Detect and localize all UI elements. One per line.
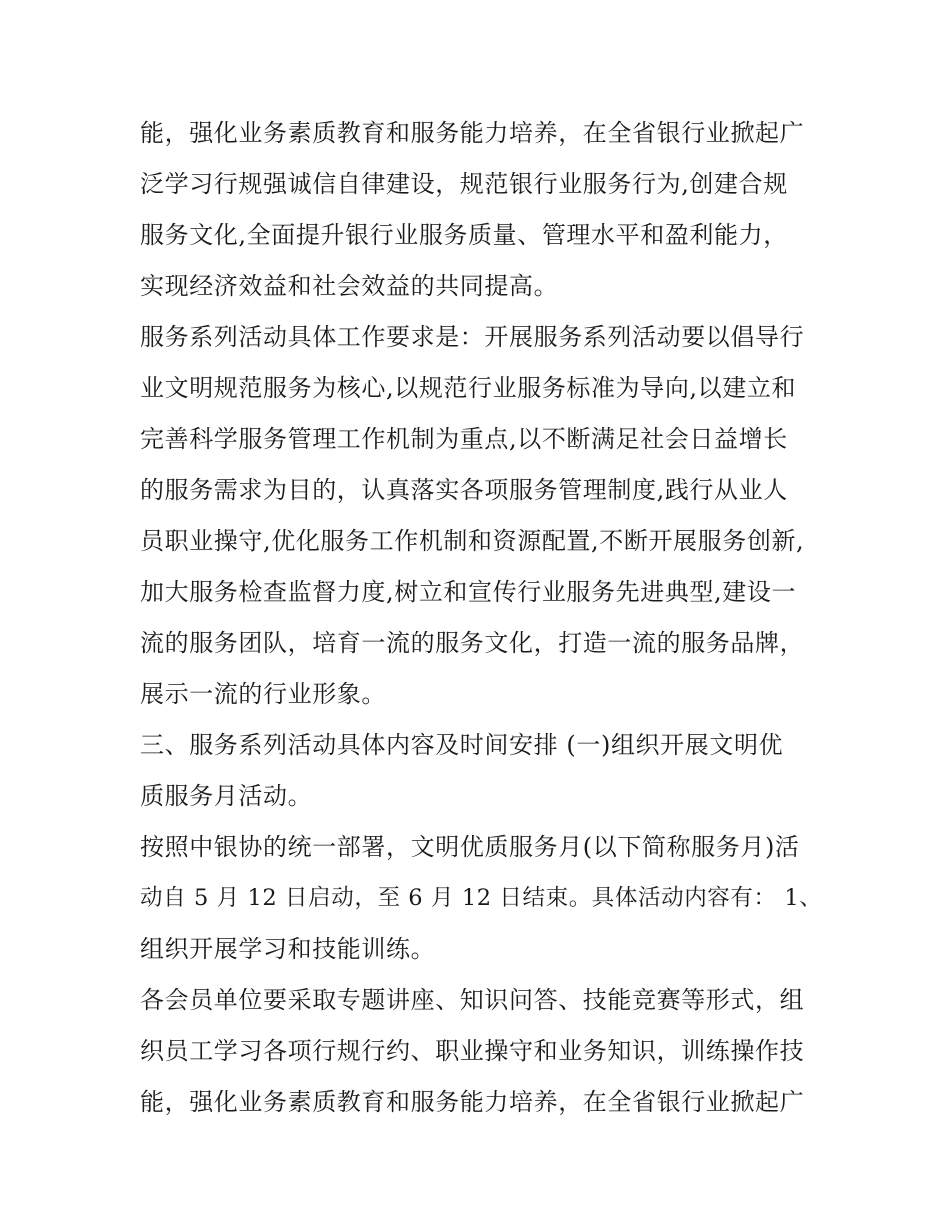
text-line: 展示一流的行业形象。 bbox=[140, 680, 386, 708]
text-line: 组织开展学习和技能训练。 bbox=[140, 935, 436, 963]
text-line: 各会员单位要采取专题讲座、知识问答、技能竞赛等形式，组 bbox=[140, 986, 805, 1014]
text-line: 服务文化,全面提升银行业服务质量、管理水平和盈利能力， bbox=[140, 221, 788, 249]
text-line: 服务系列活动具体工作要求是：开展服务系列活动要以倡导行 bbox=[140, 323, 805, 351]
text-line: 质服务月活动。 bbox=[140, 782, 313, 810]
text-line: 三、服务系列活动具体内容及时间安排 (一)组织开展文明优 bbox=[140, 731, 784, 759]
text-line: 能，强化业务素质教育和服务能力培养，在全省银行业掀起广 bbox=[140, 1088, 805, 1116]
text-line: 流的服务团队，培育一流的服务文化，打造一流的服务品牌， bbox=[140, 629, 805, 657]
text-line: 完善科学服务管理工作机制为重点,以不断满足社会日益增长 bbox=[140, 425, 788, 453]
text-line: 加大服务检查监督力度,树立和宣传行业服务先进典型,建设一 bbox=[140, 578, 797, 606]
text-line: 动自 5 月 12 日启动，至 6 月 12 日结束。具体活动内容有： 1、 bbox=[140, 885, 823, 911]
body-text bbox=[140, 108, 830, 1128]
text-line: 的服务需求为目的，认真落实各项服务管理制度,践行从业人 bbox=[140, 476, 788, 504]
text-line: 织员工学习各项行规行约、职业操守和业务知识，训练操作技 bbox=[140, 1037, 805, 1065]
text-line: 泛学习行规强诚信自律建设，规范银行业服务行为,创建合规 bbox=[140, 170, 788, 198]
text-line: 员职业操守,优化服务工作机制和资源配置,不断开展服务创新, bbox=[140, 527, 805, 555]
text-line: 业文明规范服务为核心,以规范行业服务标准为导向,以建立和 bbox=[140, 374, 797, 402]
text-line: 能，强化业务素质教育和服务能力培养，在全省银行业掀起广 bbox=[140, 119, 805, 147]
text-line: 实现经济效益和社会效益的共同提高。 bbox=[140, 272, 559, 300]
text-line: 按照中银协的统一部署，文明优质服务月(以下简称服务月)活 bbox=[140, 833, 800, 861]
